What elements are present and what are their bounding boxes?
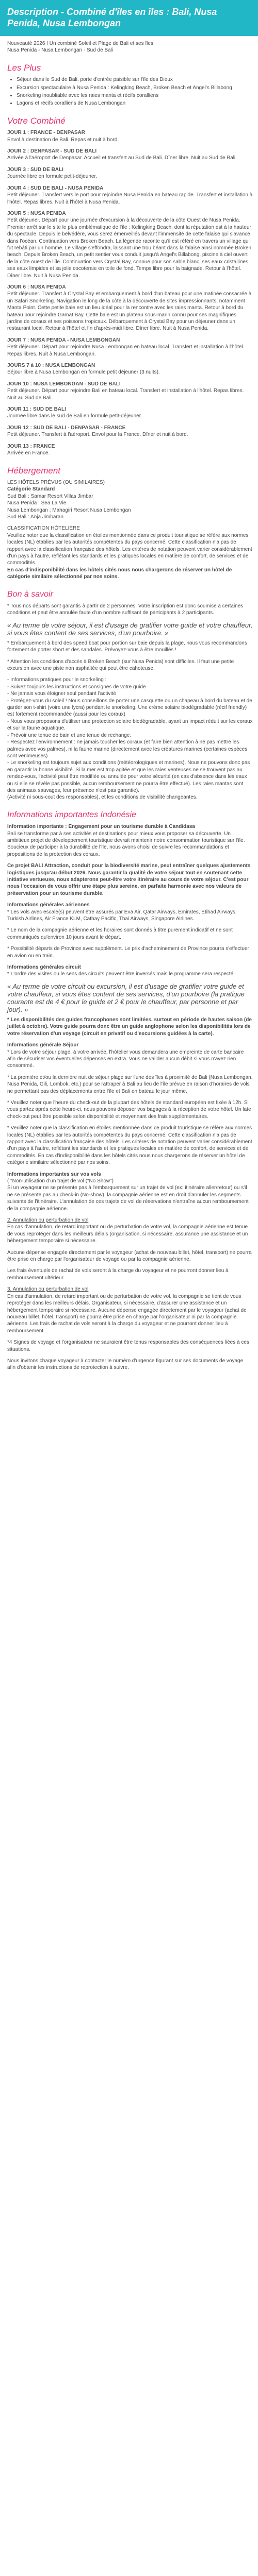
- day-text: Petit déjeuner. Transfert vers le port pour rejoindre Nusa Penida en bateau rapide. Transfert et installation à l'hôtel. Repas libres. Nuit à l'hôtel à Nusa Penida.: [7, 192, 253, 205]
- list-item: - Le snorkeling est toujours sujet aux conditions (météorologiques et marines). Nous ne pouvons donc pas en garantir la bonne visibilité. Si la mer est trop agitée et que les raies venteuses ne se trouvent pas au rendez-vous, l'activité peut être modifiée ou annulée pour votre sécurité (en cas d'absence dans les eaux ou si elle se révèle pas possible, aucun remboursement ne pourra être effectué). Les raies mantas sont des animaux sauvages, leur présence n'est pas garantie).: [7, 760, 250, 793]
- section-title-itinerary: Votre Combiné: [7, 115, 66, 126]
- day-block: [7, 284, 253, 332]
- list-item: - Protégez-vous du soleil ! Nous conseillons de porter une casquette ou un chapeau à bord du bateau et de garder son t-shirt (voire une lycra) pendant le snorkeling. Une crème solaire biodégradable (récif friendly) est fortement recommandée (aussi pour les coraux): [7, 698, 252, 718]
- page-title: Description - Combiné d'îles en îles : Bali, Nusa Penida, Nusa Lembongan: [7, 7, 217, 28]
- practical-text: Ce projet BALI Attraction, conduit pour la biodiversité marine, peut entraîner quelques ajustements logistiques jusqu'au début 2026. Nous garantir la qualité de votre séjour tout en soutenant cette initiative vertueuse, nous adapterons peut-être votre itinéraire au cours de votre séjour. C'est pour nous l'occasion de vous offrir une étape plus sereine, en parfaite harmonie avec nos valeurs de préservation pour un tourisme durable.: [7, 863, 251, 896]
- practical-heading: Information importante : Engagement pour un tourisme durable à Candidasa: [7, 824, 195, 830]
- day-title: JOUR 4 : SUD DE BALI - NUSA PENIDA: [7, 185, 104, 191]
- day-title: JOUR 3 : SUD DE BALI: [7, 166, 63, 173]
- practical-text: * La première et/ou la dernière nuit de séjour plage sur l'une des îles à proximité de Bali (Nusa Lembongan, Nusa Penida, Gili, Lombok, etc.) pour se rattraper à Bali au lieu de l'île prévue en raison d'horaires de vols ne permettant pas des déplacements entre l'île et Bali en bateau le jour même.: [7, 1074, 253, 1094]
- day-text: Arrivée à l'aéroport de Denpasar. Accueil et transfert au Sud de Bali. Dîner libre. Nuit au Sud de Bali.: [7, 155, 237, 161]
- practical-heading: Informations importantes sur vos vols: [7, 1171, 101, 1177]
- practical-text: * Possibilité départs de Province avec supplément. Le prix d'acheminement de Province pourra s'effectuer en avion ou en train.: [7, 946, 249, 959]
- day-text: Petit déjeuner. Départ pour rejoindre Nusa Lembongan en bateau local. Transfert et installation à l'hôtel. Repas libres. Nuit à Nusa Lembongan.: [7, 344, 245, 357]
- classification-title: CLASSIFICATION HÔTELIÈRE: [7, 526, 80, 532]
- practical-subheading: 3. Annulation ou perturbation de vol: [7, 1286, 89, 1293]
- practical-text: Nous invitons chaque voyageur à contacter le numéro d'urgence figurant sur ses documents de voyage afin d'obtenir les instructions de reprotection à suivre.: [7, 1358, 244, 1371]
- list-item: • Excursion spectaculaire à Nusa Penida : Kelingking Beach, Broken Beach et Angel's Billabong: [17, 84, 253, 91]
- practical-text: * Le nom de la compagnie aérienne et les horaires sont donnés à titre purement indicatif et ne sont communiqués qu'environ 10 jours avant le départ.: [7, 927, 233, 940]
- day-title: JOUR 7 : NUSA PENIDA - NUSA LEMBONGAN: [7, 337, 120, 343]
- list-item: • Snorkeling inoubliable avec les raies manta et récifs coralliens: [17, 92, 253, 99]
- accommodation-block: [7, 479, 253, 520]
- practical-text: Si un voyageur ne se présente pas à l'embarquement sur un trajet de vol (ex: itinéraire aller/retour) ou s'il ne se présente pas au check-in (No-show), la compagnie aérienne est en droit d'annuler les segments suivants de l'itinéraire. L'annulation de ces trajets de vol de réservations n'entraîne aucun remboursement de la compagnie aérienne.: [7, 1185, 249, 1212]
- practical-text: * Veuillez noter que l'heure du check-out de la plupart des hôtels de standard européen est fixée à 12h. Si vous partez après cette heure-ci, nous pouvons déposer vos bagages à la réception de votre hôtel. Un late check-out peut être possible selon disponibilité et moyennant des frais supplémentaires.: [7, 1099, 251, 1120]
- day-title: JOUR 10 : NUSA LEMBONGAN - SUD DE BALI: [7, 381, 121, 387]
- hotel-item: Sud Bali : Anja Jimbaran: [7, 514, 63, 520]
- practical-heading: Informations générales aériennes: [7, 902, 90, 908]
- page-header: [0, 0, 258, 36]
- practical-text: * Les disponibilités des guides francophones sont limitées, surtout en période de hautes saison (de juillet à octobre). Votre guide pourra donc être un guide anglophone selon les disponibilités lors de votre réservation d'un voyage (circuit en privatif ou d'excursions guidées à la carte).: [7, 1016, 252, 1037]
- good-to-know-p3: * Attention les conditions d'accès à Broken Beach (sur Nusa Penida) sont difficiles. Il faut une petite excursion avec une piste non asphaltée qui peut être cahoteuse.: [7, 658, 234, 672]
- classification-text: Veuillez noter que la classification en étoiles mentionnée dans ce produit touristique se réfère aux normes locales (NL) établies par les autorités compétentes du pays concerné. Cette classification n'a pas de rapport avec la classification française des hôtels. Les critères de notation peuvent varier considérablement d'un pays à l'autre, reflétant les standards et les pratiques locales en matière de confort, de services et de commodités.: [7, 532, 252, 566]
- classification-block: [7, 525, 253, 580]
- intro-line-1: Nouveauté 2026 ! Un combiné Soleil et Plage de Bali et ses îles: [7, 41, 153, 46]
- day-title: JOUR 2 : DENPASAR - SUD DE BALI: [7, 148, 97, 155]
- day-block: [7, 148, 253, 162]
- day-block: [7, 425, 253, 438]
- day-title: JOUR 6 : NUSA PENIDA: [7, 284, 66, 290]
- day-block: [7, 129, 253, 143]
- day-block: [7, 210, 253, 279]
- intro: [7, 40, 253, 54]
- day-block: [7, 166, 253, 180]
- snorkeling-info-list: [7, 676, 253, 801]
- day-title: JOUR 13 : FRANCE: [7, 443, 55, 449]
- list-item: - Respectez l'environnement : ne jamais toucher les coraux (et faire bien attention à ne pas mettre les palmes avec vos palmes), ni la faune marine (directement avec les créatures marines (certaines espèces sont venimeuses): [7, 739, 248, 759]
- day-block: [7, 337, 253, 358]
- practical-text: Bali se transforme par à ses activités et destinations pour mieux vous proposer sa découverte. Un ambitieux projet de développement touristique devrait maintenir notre consommation touristique sur l'île. Soucieux de participer à la durabilité de l'île, nous avons choisi de suivre les recommandations et propositions de la protection des coraux.: [7, 831, 245, 857]
- plus-list: [7, 76, 253, 107]
- hotel-category: Catégorie Standard: [7, 486, 55, 493]
- practical-text: *4 Signes de voyage et l'organisateur ne sauraient être tenus responsables des conséquences liées à ces situations.: [7, 1340, 249, 1352]
- day-block: [7, 381, 253, 401]
- day-text: Séjour libre à Nusa Lembongan en formule petit déjeuner (3 nuits).: [7, 369, 160, 376]
- section-title-accommodation: Hébergement: [7, 465, 61, 476]
- practical-text: * Veuillez noter que la classification en étoiles mentionnée dans ce produit touristique se réfère aux normes locales (NL) établies par les autorités compétentes du pays concerné. Cette classification n'a pas de rapport avec la classification française des hôtels. Les critères de notation peuvent varier considérablement d'un pays à l'autre, reflétant les standards et les pratiques locales en matière de confort, de services et de commodités. En cas d'indisponibilité dans les hôtels cités nous nous chargerons de réserver un hôtel de catégorie similaire sélectionné par nos soins.: [7, 1125, 252, 1166]
- practical-text: ( "Non-utilisation d'un trajet de vol ("No Show"): [7, 1178, 114, 1184]
- list-item: - Nous vous proposons d'utiliser une protection solaire biodégradable, ayant un impact réduit sur les coraux et sur la faune aquatique.: [7, 718, 253, 732]
- day-block: [7, 406, 253, 420]
- practical-text: Aucune dépense engagée directement par le voyageur (achat de nouveau billet, hôtel, transport) ne pourra être prise en charge par l'organisateur de voyage ou par la compagnie aérienne.: [7, 1249, 252, 1263]
- day-text: Petit déjeuner. Transfert à l'aéroport. Envol pour la France. Dîner et nuit à bord.: [7, 432, 188, 438]
- practical-heading: Informations générales circuit: [7, 964, 81, 971]
- accommodation-subtitle: LES HÔTELS PRÉVUS (OU SIMILAIRES): [7, 479, 105, 485]
- list-item: - Informations pratiques pour le snorkeling :: [7, 677, 107, 683]
- list-item: • Lagons et récifs coralliens de Nusa Lembongan: [17, 100, 253, 107]
- day-text: Journée libre en formule petit-déjeuner.: [7, 174, 97, 180]
- hotel-item: Sud Bali : Samar Resort Villas Jimbar: [7, 493, 93, 499]
- practical-subheading: 2. Annulation ou perturbation de vol: [7, 1217, 89, 1224]
- section-title-practical: Informations importantes Indonésie: [7, 810, 136, 819]
- day-text: Envol à destination de Bali. Repas et nuit à bord.: [7, 137, 119, 143]
- day-title: JOUR 5 : NUSA PENIDA: [7, 210, 66, 216]
- list-item: (Activité ni sous-cout des responsables), et les conditions de visibilité changeantes.: [7, 794, 198, 801]
- list-item: - Suivez toujours les instructions et consignes de votre guide: [7, 684, 146, 690]
- hotel-item: Nusa Penida : Sea La Vie: [7, 500, 67, 506]
- day-title: JOUR 1 : FRANCE - DENPASAR: [7, 130, 85, 136]
- main-content: [0, 36, 258, 1386]
- list-item: - Ne jamais vous éloigner seul pendant l'activité: [7, 691, 116, 697]
- day-text: Arrivée en France.: [7, 450, 50, 456]
- day-text: Petit déjeuner. Départ pour rejoindre Bali en bateau local. Transfert et installation à l'hôtel. Repas libres. Nuit au Sud de Bali.: [7, 388, 244, 401]
- practical-text: Les frais éventuels de rachat de vols seront à la charge du voyageur et ne pourront donner lieu à remboursement ultérieur.: [7, 1268, 229, 1281]
- day-text: Petit déjeuner. Départ pour une journée d'excursion à la découverte de la côte Ouest de Nusa Penida. Premier arrêt sur le site le plus emblématique de l'île : Kelingking Beach, dont la réputation est à la hauteur du spectacle. Depuis le belvédère, vous serez émerveillés devant l'immensité de cette falaise qui s'avance dans l'océan. Continuation vers Broken Beach. La légende raconte qu'il est référé en travers un village qui fut rebâti par un homme. Le village s'effondra, laissant une trou béant dans la falaise ainsi nommée Broken beach. Depuis Broken Beach, un petit sentier vous conduit jusqu'à Angel's Billabong, piscine à ciel ouvert de la côte ouest de l'île. Continuation vers Crystal Bay, connue pour son sable blanc, ses eaux cristallines, ses eaux limpides et sa jolie cocoteraie en toile de fond. Temps libre pour la baignade. Retour à l'hôtel. Dîner libre. Nuit à Nusa Penida.: [7, 217, 252, 279]
- practical-heading: Informations générale Séjour: [7, 1042, 79, 1048]
- hotel-item: Nusa Lembongan : Mahagiri Resort Nusa Lembongan: [7, 507, 131, 513]
- classification-note: En cas d'indisponibilité dans les hôtels cités nous nous chargerons de réserver un hôtel de catégorie similaire sélectionné par nos soins.: [7, 567, 232, 580]
- itinerary-days: [7, 129, 253, 456]
- practical-text: * Les vols avec escale(s) peuvent être assurés par Eva Air, Qatar Airways, Emirates, Etihad Airways, Turkish Airlines, Air France KLM, Cathay Pacific, Thai Airways, Singapore Airlines.: [7, 909, 237, 922]
- day-text: Petit déjeuner. Transfert à Crystal Bay et embarquement à bord d'un bateau pour une matinée consacrée à un Safari Snorkeling. Navigation le long de la côte à la découverte de sites impressionnants, notamment Manta Point. Cette petite baie est un lieu idéal pour la rencontre avec les raies manta. Retour à bord du bateau pour rejoindre Gamat Bay. Cette baie est un plateau sous-marin connu pour ses magnifiques jardins de coraux et ses poissons tropicaux. Débarquement à Crystal Bay pour un déjeuner dans un restaurant local. Retour à l'hôtel et fin d'après-midi libre. Dîner libre. Nuit à Nusa Penida.: [7, 291, 252, 332]
- day-title: JOUR 11 : SUD DE BALI: [7, 406, 66, 413]
- intro-line-2: Nusa Penida - Nusa Lembongan - Sud de Bali: [7, 47, 114, 54]
- day-block: [7, 185, 253, 206]
- practical-text: En cas d'annulation, de retard important ou de perturbation de votre vol, la compagnie se tient de vous reprotéger dans les meilleurs délais. Organisateur, si nécessaire, d'assurer une assistance et un hébergement temporaire si nécessaire. Aucune dépense engagée directement par le voyageur (achat de nouveau billet, hôtel, transport) ne pourra être prise en charge par l'organisateur ni par la compagnie aérienne. Les frais de rachat de vols seront à la charge du voyageur et ne pourront donner lieu à remboursement.: [7, 1293, 247, 1334]
- section-title-good-to-know: Bon à savoir: [7, 589, 53, 599]
- practical-text: * L'ordre des visites ou le sens des circuits peuvent être inversés mais le programme sera respecté.: [7, 971, 235, 977]
- good-to-know-p1: * Tous nos départs sont garantis à partir de 2 personnes. Votre inscription est donc soumise à certaines conditions et peut être annulée faute d'un nombre suffisant de participants à 2 participants.: [7, 603, 244, 616]
- tip-quote: « Au terme de votre circuit ou excursion, il est d'usage de gratifier votre guide et votre chauffeur, si vous êtes content de ses services, d'un pourboire (la pratique courante est de 4 € pour le guide et 2 € pour le chauffeur, par personne et par jour). »: [7, 982, 245, 1013]
- good-to-know-p2: * Embarquement à bord des speed boat pour portion sur baie depuis la plage, nous vous recommandons fortement de porter short et des sandales. Prévoyez-vous à être mouillés !: [7, 640, 247, 653]
- section-title-plus: Les Plus: [7, 62, 41, 73]
- list-item: - Prévoir une tenue de bain et une tenue de rechange.: [7, 732, 132, 738]
- tip-quote: « Au terme de votre séjour, il est d'usage de gratifier votre guide et votre chauffeur, si vous êtes content de ses services, d'un pourboire. »: [7, 621, 253, 637]
- list-item: • Séjour dans le Sud de Bali, porte d'entrée paisible sur l'île des Dieux: [17, 76, 253, 83]
- practical-text: * Lors de votre séjour plage, à votre arrivée, l'hôtelier vous demandera une empreinte de carte bancaire afin de sécuriser vos éventuelles dépenses en extra. Vous ne valider aucun débit si vous n'avez rien consommé.: [7, 1049, 244, 1069]
- practical-text: En cas d'annulation, de retard important ou de perturbation de votre vol, la compagnie aérienne est tenue de vous reprotéger dans les meilleurs délais (organisation, si nécessaire, assurance une assistance et un hébergement temporaire si nécessaire.: [7, 1224, 248, 1244]
- day-block: [7, 443, 253, 457]
- day-title: JOUR 12 : SUD DE BALI - DENPASAR - FRANCE: [7, 425, 126, 431]
- day-title: JOURS 7 à 10 : NUSA LEMBONGAN: [7, 363, 95, 369]
- day-block: [7, 362, 253, 376]
- day-text: Journée libre dans le sud de Bali en formule petit-déjeuner.: [7, 413, 142, 419]
